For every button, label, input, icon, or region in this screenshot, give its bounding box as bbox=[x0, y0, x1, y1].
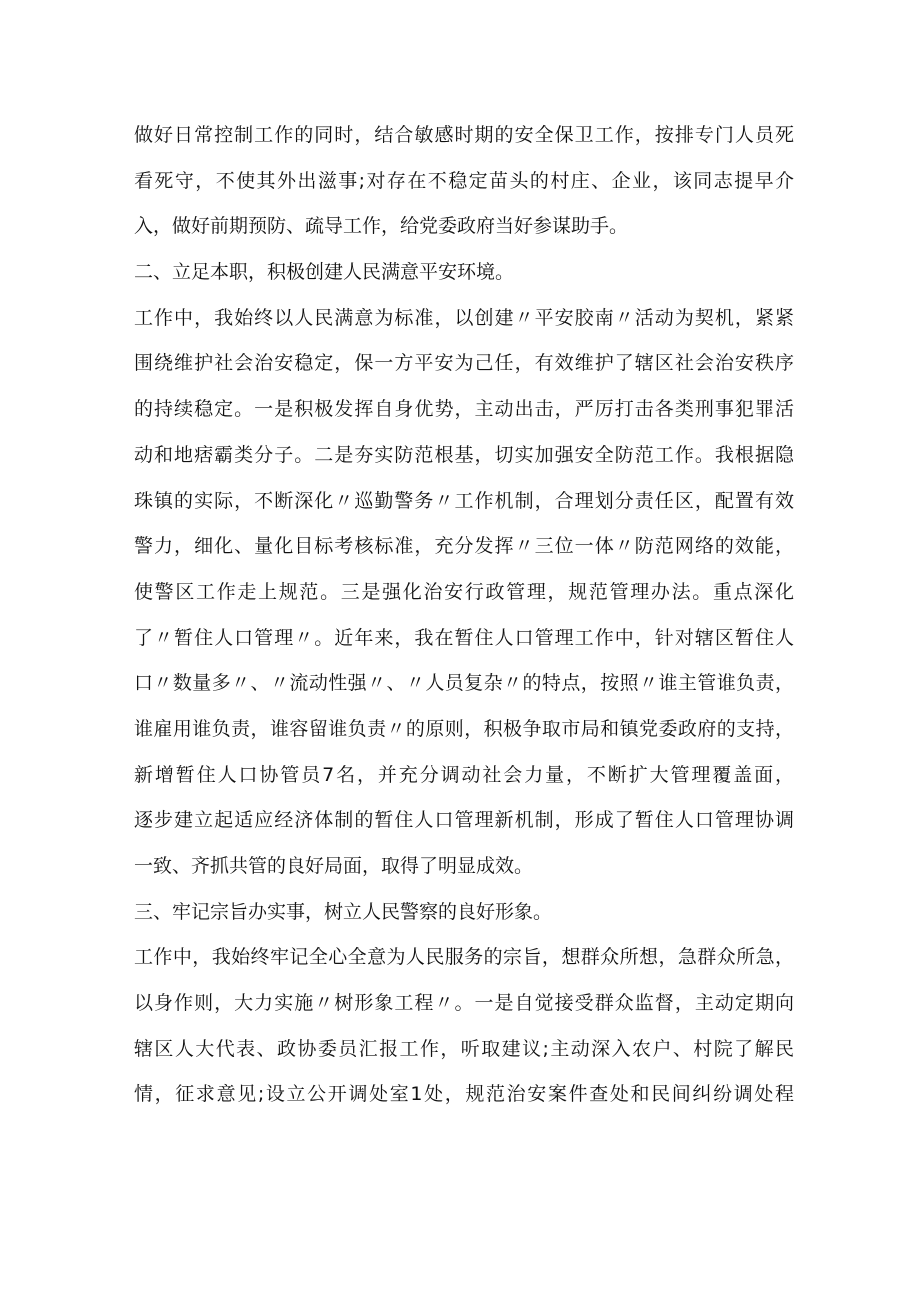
text-line: 口〃数量多〃、〃流动性强〃、〃人员复杂〃的特点，按照〃谁主管谁负责， bbox=[134, 672, 794, 695]
text-line: 动和地痞霸类分子。二是夯实防范根基，切实加强安全防范工作。我根据隐 bbox=[134, 443, 794, 466]
text-line: 三、牢记宗旨办实事，树立人民警察的良好形象。 bbox=[134, 900, 553, 923]
text-line: 了〃暂住人口管理〃。近年来，我在暂住人口管理工作中，针对辖区暂住人 bbox=[134, 626, 794, 649]
text-line: 辖区人大代表、政协委员汇报工作，听取建议;主动深入农户、村院了解民 bbox=[134, 1037, 794, 1060]
text-line: 二、立足本职，积极创建人民满意平安环境。 bbox=[134, 261, 515, 284]
text-line: 看死守，不使其外出滋事;对存在不稳定苗头的村庄、企业，该同志提早介 bbox=[134, 169, 794, 192]
text-line: 使警区工作走上规范。三是强化治安行政管理，规范管理办法。重点深化 bbox=[134, 580, 794, 603]
text-line: 新增暂住人口协管员7名，并充分调动社会力量，不断扩大管理覆盖面， bbox=[134, 763, 794, 786]
text-line: 工作中，我始终牢记全心全意为人民服务的宗旨，想群众所想，急群众所急， bbox=[134, 946, 794, 969]
text-line: 做好日常控制工作的同时，结合敏感时期的安全保卫工作，按排专门人员死 bbox=[134, 124, 794, 146]
text-line: 以身作则，大力实施〃树形象工程〃。一是自觉接受群众监督，主动定期向 bbox=[134, 992, 794, 1015]
text-line: 警力，细化、量化目标考核标准，充分发挥〃三位一体〃防范网络的效能， bbox=[134, 535, 794, 558]
document-body bbox=[134, 113, 794, 1118]
text-line: 围绕维护社会治安稳定，保一方平安为己任，有效维护了辖区社会治安秩序 bbox=[134, 352, 794, 375]
text-line: 谁雇用谁负责，谁容留谁负责〃的原则，积极争取市局和镇党委政府的支持， bbox=[134, 717, 794, 740]
text-line: 的持续稳定。一是积极发挥自身优势，主动出击，严厉打击各类刑事犯罪活 bbox=[134, 398, 794, 421]
text-line: 一致、齐抓共管的良好局面，取得了明显成效。 bbox=[134, 855, 534, 877]
text-line: 入，做好前期预防、疏导工作，给党委政府当好参谋助手。 bbox=[134, 215, 629, 238]
text-line: 珠镇的实际，不断深化〃巡勤警务〃工作机制，合理划分责任区，配置有效 bbox=[134, 489, 794, 512]
text-line: 工作中，我始终以人民满意为标准，以创建〃平安胶南〃活动为契机，紧紧 bbox=[134, 306, 794, 329]
text-line: 逐步建立起适应经济体制的暂住人口管理新机制，形成了暂住人口管理协调 bbox=[134, 809, 794, 832]
text-line: 情，征求意见;设立公开调处室1处，规范治安案件查处和民间纠纷调处程 bbox=[134, 1083, 794, 1106]
